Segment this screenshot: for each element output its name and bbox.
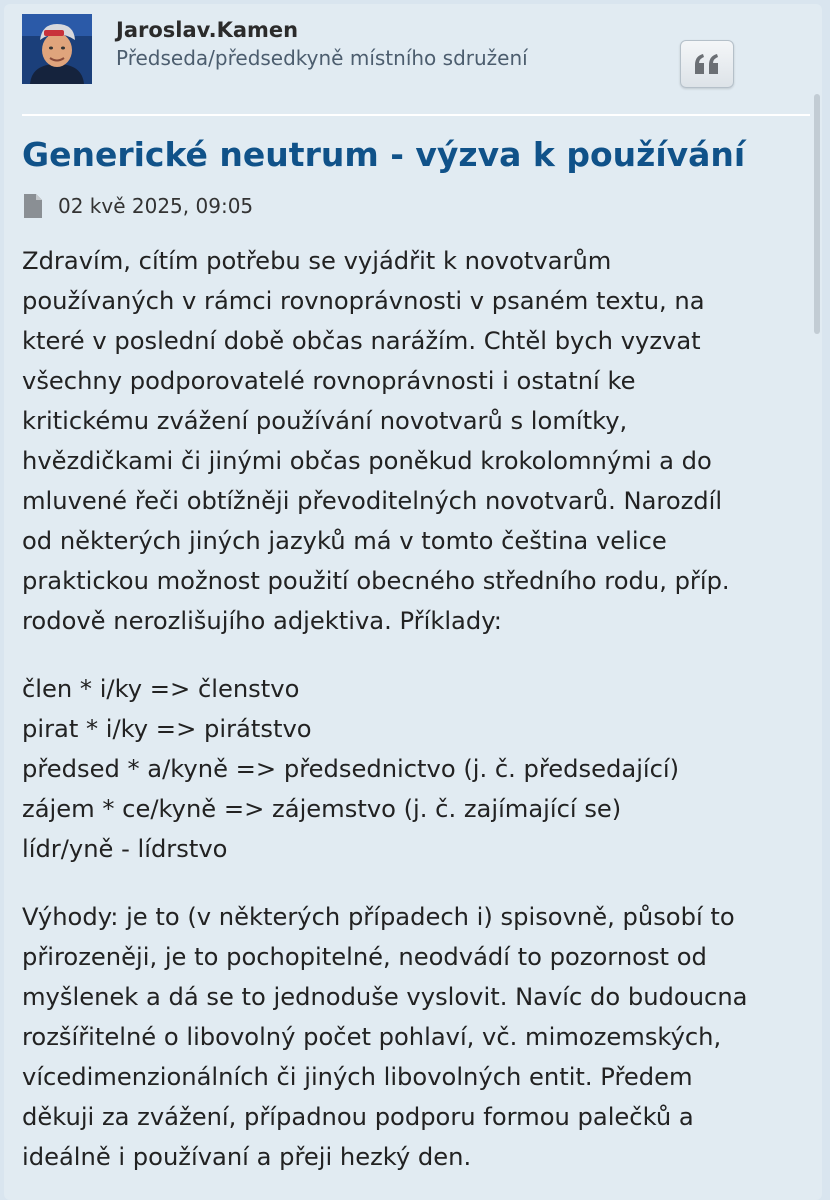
document-icon (22, 193, 44, 219)
paragraph-benefits (22, 897, 817, 1177)
post-content (22, 241, 817, 1200)
author-name[interactable]: Jaroslav.Kamen (116, 18, 299, 42)
text-line: děkuji za zvážení, případnou podporu formou palečků a (22, 1103, 694, 1131)
text-line: od některých jiných jazyků má v tomto čeština velice (22, 527, 667, 555)
text-line: myšlenek a dá se to jednoduše vyslovit. Navíc do budoucna (22, 983, 748, 1011)
text-line: používaných v rámci rovnoprávnosti v psaném textu, na (22, 287, 705, 315)
text-line: všechny podporovatelé rovnoprávnosti i ostatní ke (22, 367, 636, 395)
text-line: přirozeněji, je to pochopitelné, neodvádí to pozornost od (22, 943, 707, 971)
text-line: mluvené řeči obtížněji převoditelných novotvarů. Narozdíl (22, 487, 723, 515)
text-line: vícedimenzionálních či jiných libovolných entit. Předem (22, 1063, 693, 1091)
divider (22, 114, 810, 116)
post-date: 02 kvě 2025, 09:05 (58, 194, 254, 218)
author-rank: Předseda/předsedkyně místního sdružení (116, 46, 528, 70)
example-line: předsed * a/kyně => předsednictvo (j. č. předsedající) (22, 755, 680, 783)
example-line: člen * i/ky => členstvo (22, 675, 300, 703)
text-line: které v poslední době občas narážím. Chtěl bych vyzvat (22, 327, 701, 355)
example-line: zájem * ce/kyně => zájemstvo (j. č. zajímající se) (22, 795, 622, 823)
text-line: hvězdičkami či jinými občas poněkud krokolomnými a do (22, 447, 712, 475)
post-title[interactable]: Generické neutrum - výzva k používání (22, 135, 746, 174)
forum-post (4, 4, 822, 1200)
post-author-header (4, 4, 822, 112)
text-line: rodově nerozlišujího adjektiva. Příklady: (22, 607, 502, 635)
quote-icon (693, 53, 721, 75)
text-line: ideálně i používaní a přeji hezký den. (22, 1143, 472, 1171)
text-line: praktickou možnost použití obecného středního rodu, příp. (22, 567, 730, 595)
quote-button[interactable] (680, 40, 734, 88)
avatar[interactable] (22, 14, 92, 84)
text-line: Výhody: je to (v některých případech i) spisovně, působí to (22, 903, 735, 931)
paragraph-examples (22, 669, 817, 869)
text-line: Zdravím, cítím potřebu se vyjádřit k novotvarům (22, 247, 612, 275)
example-line: lídr/yně - lídrstvo (22, 835, 228, 863)
example-line: pirat * i/ky => pirátstvo (22, 715, 312, 743)
text-line: rozšířitelné o libovolný počet pohlaví, vč. mimozemských, (22, 1023, 722, 1051)
post-meta (22, 192, 253, 220)
text-line: kritickému zvážení používání novotvarů s lomítky, (22, 407, 628, 435)
paragraph-intro (22, 241, 817, 641)
